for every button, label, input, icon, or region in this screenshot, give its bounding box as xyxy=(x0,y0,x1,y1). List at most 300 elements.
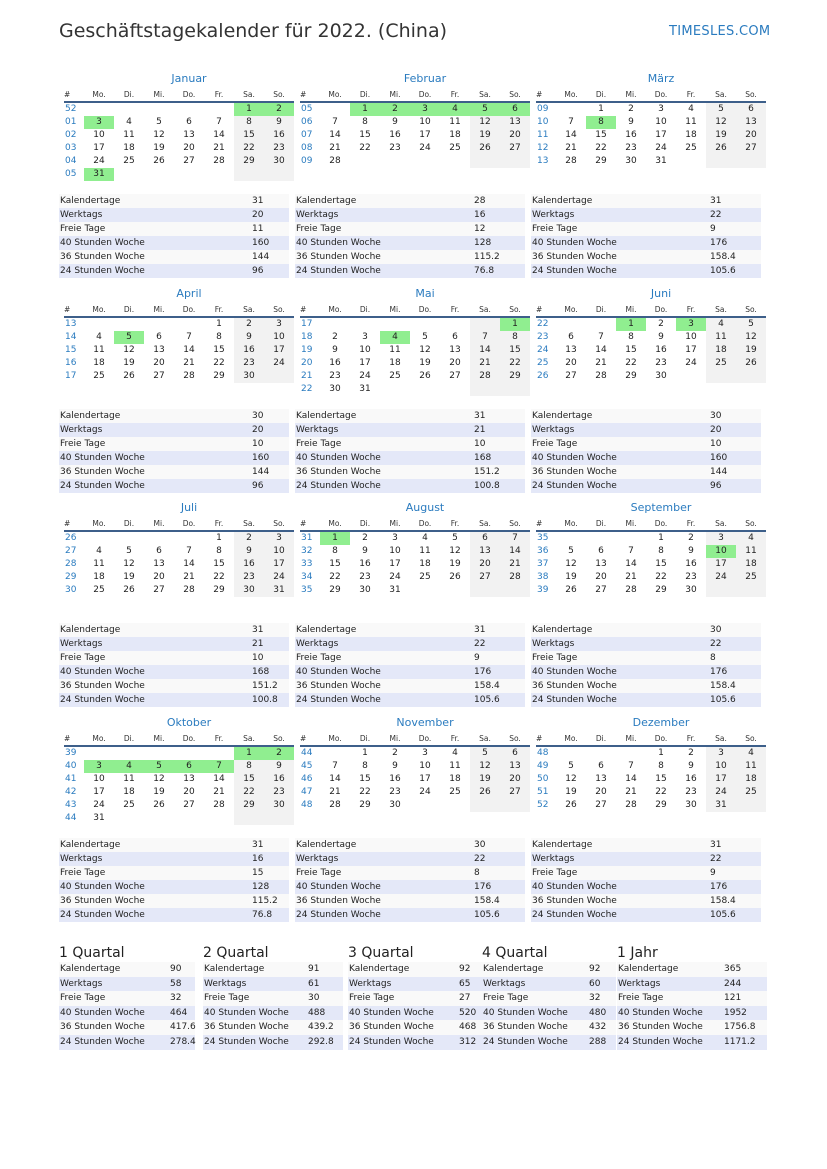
weekday-header: Mi. xyxy=(616,517,646,531)
weekday-header: So. xyxy=(264,303,294,317)
day-cell: 6 xyxy=(736,102,766,116)
week-row xyxy=(300,786,530,799)
weekday-header: Sa. xyxy=(706,88,736,102)
day-cell: 12 xyxy=(123,345,135,355)
day-cell xyxy=(320,746,350,760)
week-number: 32 xyxy=(301,546,313,556)
day-cell: 19 xyxy=(706,129,736,142)
summary-label: Kalendertage xyxy=(59,962,169,977)
month-stats xyxy=(295,838,525,922)
stat-label: 40 Stunden Woche xyxy=(59,451,251,465)
stat-row xyxy=(59,894,289,908)
stat-row xyxy=(531,409,761,423)
day-cell: 29 xyxy=(655,800,667,810)
day-cell: 22 xyxy=(655,572,667,582)
month-calendar xyxy=(64,501,294,597)
day-cell: 5 xyxy=(126,546,132,556)
week-number: 22 xyxy=(301,384,313,394)
day-cell: 28 xyxy=(183,371,195,381)
day-cell: 27 xyxy=(595,585,607,595)
stat-row xyxy=(531,222,761,236)
stat-label: 24 Stunden Woche xyxy=(59,908,251,922)
day-cell xyxy=(84,531,114,545)
day-cell: 27 xyxy=(183,800,195,810)
week-row xyxy=(64,558,294,571)
summary-row xyxy=(617,1020,767,1035)
day-cell: 6 xyxy=(470,531,500,545)
week-number: 34 xyxy=(301,572,313,582)
summary-row xyxy=(348,1035,486,1050)
day-cell: 5 xyxy=(114,331,144,344)
stat-row xyxy=(295,479,525,493)
day-cell: 7 xyxy=(186,332,192,342)
month-table xyxy=(300,303,530,396)
day-cell: 15 xyxy=(500,344,530,357)
day-cell: 15 xyxy=(359,130,371,140)
weekday-header: Sa. xyxy=(470,88,500,102)
day-cell: 7 xyxy=(598,332,604,342)
summary-row xyxy=(348,991,486,1006)
week-number: 29 xyxy=(65,572,77,582)
day-cell: 17 xyxy=(93,143,105,153)
stat-value: 21 xyxy=(251,637,289,651)
weekday-header: So. xyxy=(264,88,294,102)
stat-label: Kalendertage xyxy=(531,838,709,852)
day-cell: 25 xyxy=(736,571,766,584)
weekday-header: Mo. xyxy=(556,732,586,746)
stat-row xyxy=(295,894,525,908)
day-cell xyxy=(500,383,530,396)
stat-label: Freie Tage xyxy=(531,651,709,665)
day-cell: 22 xyxy=(213,572,225,582)
day-cell: 1 xyxy=(350,102,380,116)
stat-value: 10 xyxy=(251,437,289,451)
week-number: 08 xyxy=(301,143,313,153)
weekday-header: Fr. xyxy=(676,88,706,102)
day-cell: 6 xyxy=(186,117,192,127)
week-row xyxy=(64,812,294,825)
day-cell: 8 xyxy=(628,332,634,342)
week-number: 51 xyxy=(537,787,549,797)
weekday-header: Di. xyxy=(586,303,616,317)
week-row xyxy=(64,142,294,155)
week-number: 48 xyxy=(301,800,313,810)
stat-value: 176 xyxy=(709,665,761,679)
week-number: 45 xyxy=(301,761,313,771)
stat-value: 151.2 xyxy=(251,679,289,693)
day-cell: 18 xyxy=(93,358,105,368)
week-row xyxy=(536,584,766,597)
weekday-header: Di. xyxy=(350,517,380,531)
day-cell xyxy=(144,168,174,181)
stat-row xyxy=(295,250,525,264)
day-cell: 17 xyxy=(685,345,697,355)
stat-row xyxy=(59,908,289,922)
month-calendar xyxy=(536,72,766,168)
weekday-header: Do. xyxy=(174,88,204,102)
summary-title: 1 Jahr xyxy=(617,945,658,961)
summary-label: Werktags xyxy=(59,977,169,992)
month-table xyxy=(536,732,766,812)
day-cell: 25 xyxy=(736,786,766,799)
weekday-header: Mi. xyxy=(380,732,410,746)
stat-label: Werktags xyxy=(59,423,251,437)
stat-row xyxy=(531,908,761,922)
weekday-header: Mo. xyxy=(320,517,350,531)
day-cell: 29 xyxy=(329,585,341,595)
week-row xyxy=(64,786,294,799)
day-cell: 19 xyxy=(419,358,431,368)
day-cell: 11 xyxy=(419,546,431,556)
day-cell xyxy=(174,812,204,825)
day-cell: 13 xyxy=(183,774,195,784)
summary-table xyxy=(482,962,616,1050)
weekday-header: Sa. xyxy=(234,732,264,746)
stat-label: Freie Tage xyxy=(531,866,709,880)
day-cell: 10 xyxy=(419,761,431,771)
week-row xyxy=(536,799,766,812)
day-cell: 28 xyxy=(625,800,637,810)
week-row xyxy=(536,344,766,357)
week-row xyxy=(300,760,530,773)
day-cell: 8 xyxy=(362,117,368,127)
day-cell xyxy=(706,370,736,383)
month-name: April xyxy=(176,287,202,300)
month-stats xyxy=(531,194,761,278)
day-cell: 9 xyxy=(332,345,338,355)
day-cell: 3 xyxy=(410,102,440,116)
summary-row xyxy=(348,977,486,992)
weekday-header: So. xyxy=(500,732,530,746)
day-cell: 2 xyxy=(392,748,398,758)
day-cell: 29 xyxy=(655,585,667,595)
day-cell: 1 xyxy=(616,317,646,331)
day-cell: 30 xyxy=(685,800,697,810)
stat-value: 105.6 xyxy=(709,264,761,278)
day-cell: 7 xyxy=(500,531,530,545)
day-cell: 31 xyxy=(93,813,105,823)
stat-label: Werktags xyxy=(531,423,709,437)
day-cell: 14 xyxy=(595,345,607,355)
summary-row xyxy=(203,1020,343,1035)
week-number: 42 xyxy=(65,787,77,797)
stat-row xyxy=(531,250,761,264)
day-cell: 6 xyxy=(156,546,162,556)
brand-link[interactable]: TIMESLES.COM xyxy=(669,24,771,39)
stat-value: 28 xyxy=(473,194,525,208)
day-cell: 11 xyxy=(123,130,135,140)
day-cell: 9 xyxy=(264,760,294,773)
day-cell: 3 xyxy=(362,332,368,342)
month-name: Februar xyxy=(403,72,447,85)
week-row xyxy=(64,168,294,181)
weekday-header: So. xyxy=(500,517,530,531)
day-cell: 3 xyxy=(264,317,294,331)
day-cell: 26 xyxy=(123,585,135,595)
day-cell: 10 xyxy=(419,117,431,127)
summary-value: 365 xyxy=(723,962,767,977)
weekday-header: Sa. xyxy=(470,517,500,531)
week-number: 27 xyxy=(65,546,77,556)
day-cell: 12 xyxy=(153,774,165,784)
day-cell: 23 xyxy=(685,787,697,797)
weekday-header: Mi. xyxy=(380,88,410,102)
week-row xyxy=(300,370,530,383)
summary-label: Freie Tage xyxy=(203,991,307,1006)
stat-row xyxy=(59,852,289,866)
month-name: März xyxy=(647,72,675,85)
day-cell: 23 xyxy=(655,358,667,368)
day-cell: 21 xyxy=(500,558,530,571)
weekday-header: Sa. xyxy=(706,517,736,531)
stat-row xyxy=(295,852,525,866)
day-cell xyxy=(264,370,294,383)
day-cell: 5 xyxy=(470,102,500,116)
stat-label: 24 Stunden Woche xyxy=(295,693,473,707)
week-number: 47 xyxy=(301,787,313,797)
day-cell: 13 xyxy=(736,116,766,129)
day-cell: 7 xyxy=(332,117,338,127)
day-cell: 8 xyxy=(658,546,664,556)
day-cell: 16 xyxy=(685,774,697,784)
day-cell xyxy=(204,102,234,116)
stat-label: Werktags xyxy=(531,852,709,866)
stat-label: 36 Stunden Woche xyxy=(59,250,251,264)
day-cell: 1 xyxy=(598,104,604,114)
day-cell: 21 xyxy=(625,572,637,582)
weekday-header: Mo. xyxy=(320,303,350,317)
day-cell: 19 xyxy=(736,344,766,357)
month-table xyxy=(536,303,766,383)
day-cell: 24 xyxy=(93,156,105,166)
day-cell: 10 xyxy=(706,760,736,773)
stat-label: 24 Stunden Woche xyxy=(59,479,251,493)
stat-row xyxy=(59,451,289,465)
summary-block xyxy=(482,944,616,1050)
week-number: 52 xyxy=(537,800,549,810)
day-cell: 2 xyxy=(264,746,294,760)
day-cell: 2 xyxy=(234,317,264,331)
day-cell xyxy=(234,168,264,181)
day-cell: 11 xyxy=(93,345,105,355)
weekday-header: Sa. xyxy=(234,88,264,102)
weekday-header: So. xyxy=(264,517,294,531)
day-cell: 7 xyxy=(628,546,634,556)
stat-value: 158.4 xyxy=(709,894,761,908)
stat-value: 20 xyxy=(251,423,289,437)
stat-value: 31 xyxy=(473,623,525,637)
summary-value: 121 xyxy=(723,991,767,1006)
summary-value: 1171.2 xyxy=(723,1035,767,1050)
weekday-header: Fr. xyxy=(440,88,470,102)
day-cell: 22 xyxy=(359,143,371,153)
week-row xyxy=(300,331,530,344)
day-cell: 16 xyxy=(359,559,371,569)
week-number: 49 xyxy=(537,761,549,771)
day-cell: 28 xyxy=(329,156,341,166)
summary-row xyxy=(348,1006,486,1021)
day-cell: 10 xyxy=(264,545,294,558)
day-cell xyxy=(586,531,616,545)
week-number: 52 xyxy=(65,104,77,114)
day-cell: 4 xyxy=(440,102,470,116)
day-cell: 19 xyxy=(123,572,135,582)
day-cell xyxy=(114,812,144,825)
week-row xyxy=(536,155,766,168)
day-cell: 4 xyxy=(380,331,410,344)
day-cell xyxy=(380,383,410,396)
day-cell: 20 xyxy=(183,787,195,797)
stat-value: 176 xyxy=(709,880,761,894)
week-number: 05 xyxy=(301,104,313,114)
day-cell: 7 xyxy=(186,546,192,556)
stat-row xyxy=(531,479,761,493)
day-cell: 22 xyxy=(655,787,667,797)
day-cell: 17 xyxy=(706,558,736,571)
summary-label: Werktags xyxy=(348,977,458,992)
day-cell: 12 xyxy=(565,559,577,569)
stat-value: 30 xyxy=(251,409,289,423)
week-number: 13 xyxy=(537,156,549,166)
summary-row xyxy=(203,962,343,977)
stat-row xyxy=(295,264,525,278)
stat-row xyxy=(295,665,525,679)
day-cell xyxy=(204,168,234,181)
summary-row xyxy=(482,962,616,977)
summary-value: 288 xyxy=(588,1035,616,1050)
stat-label: 24 Stunden Woche xyxy=(531,908,709,922)
summary-label: Freie Tage xyxy=(348,991,458,1006)
day-cell: 11 xyxy=(685,117,697,127)
day-cell xyxy=(556,746,586,760)
day-cell: 16 xyxy=(264,129,294,142)
weekday-header: # xyxy=(64,88,84,102)
month-stats xyxy=(59,838,289,922)
week-row xyxy=(300,558,530,571)
day-cell: 18 xyxy=(419,559,431,569)
week-row xyxy=(64,357,294,370)
stat-row xyxy=(531,866,761,880)
stat-row xyxy=(531,838,761,852)
day-cell xyxy=(114,531,144,545)
day-cell: 25 xyxy=(419,572,431,582)
day-cell: 20 xyxy=(736,129,766,142)
day-cell: 17 xyxy=(655,130,667,140)
day-cell: 24 xyxy=(264,571,294,584)
day-cell: 9 xyxy=(234,545,264,558)
month-stats xyxy=(59,194,289,278)
stat-label: Werktags xyxy=(59,637,251,651)
day-cell xyxy=(440,317,470,331)
weekday-header: Do. xyxy=(410,517,440,531)
week-number: 43 xyxy=(65,800,77,810)
weekday-header: Do. xyxy=(174,303,204,317)
stat-value: 31 xyxy=(473,409,525,423)
week-row xyxy=(300,129,530,142)
stat-value: 144 xyxy=(251,250,289,264)
week-number: 26 xyxy=(65,533,77,543)
stat-value: 128 xyxy=(251,880,289,894)
day-cell: 28 xyxy=(213,156,225,166)
stat-row xyxy=(59,637,289,651)
day-cell xyxy=(174,168,204,181)
day-cell: 24 xyxy=(706,786,736,799)
summary-block xyxy=(617,944,767,1050)
week-row xyxy=(536,760,766,773)
week-number: 30 xyxy=(65,585,77,595)
day-cell: 12 xyxy=(419,345,431,355)
stat-label: 40 Stunden Woche xyxy=(531,236,709,250)
month-name: September xyxy=(630,501,692,514)
stat-row xyxy=(531,451,761,465)
day-cell: 15 xyxy=(625,345,637,355)
stat-row xyxy=(59,250,289,264)
summary-label: Kalendertage xyxy=(348,962,458,977)
stat-row xyxy=(59,651,289,665)
stat-row xyxy=(59,479,289,493)
day-cell xyxy=(736,370,766,383)
summary-value: 32 xyxy=(169,991,195,1006)
week-number: 50 xyxy=(537,774,549,784)
weekday-header: Mo. xyxy=(320,88,350,102)
week-number: 15 xyxy=(65,345,77,355)
week-number: 40 xyxy=(65,761,77,771)
day-cell: 5 xyxy=(470,746,500,760)
stat-label: 36 Stunden Woche xyxy=(59,679,251,693)
day-cell: 31 xyxy=(84,168,114,181)
day-cell: 17 xyxy=(93,787,105,797)
day-cell: 6 xyxy=(568,332,574,342)
stat-value: 128 xyxy=(473,236,525,250)
day-cell: 22 xyxy=(595,143,607,153)
summary-row xyxy=(59,991,195,1006)
day-cell xyxy=(736,155,766,168)
summary-label: 24 Stunden Woche xyxy=(59,1035,169,1050)
week-number: 25 xyxy=(537,358,549,368)
stat-row xyxy=(531,637,761,651)
day-cell: 26 xyxy=(565,800,577,810)
day-cell xyxy=(556,317,586,331)
stat-value: 12 xyxy=(473,222,525,236)
summary-label: Werktags xyxy=(482,977,588,992)
summary-label: 36 Stunden Woche xyxy=(617,1020,723,1035)
day-cell: 26 xyxy=(419,371,431,381)
weekday-header: Di. xyxy=(350,732,380,746)
day-cell xyxy=(84,317,114,331)
day-cell: 27 xyxy=(595,800,607,810)
summary-value: 32 xyxy=(588,991,616,1006)
day-cell: 14 xyxy=(625,559,637,569)
week-number: 17 xyxy=(65,371,77,381)
day-cell: 21 xyxy=(595,358,607,368)
month-stats xyxy=(531,838,761,922)
day-cell xyxy=(410,584,440,597)
week-number: 04 xyxy=(65,156,77,166)
day-cell xyxy=(470,799,500,812)
day-cell: 19 xyxy=(153,143,165,153)
weekday-header: Di. xyxy=(586,732,616,746)
day-cell xyxy=(470,155,500,168)
day-cell: 14 xyxy=(500,545,530,558)
stat-label: 36 Stunden Woche xyxy=(59,465,251,479)
stat-value: 144 xyxy=(251,465,289,479)
summary-table xyxy=(203,962,343,1050)
month-stats xyxy=(295,623,525,707)
week-row xyxy=(536,317,766,331)
weekday-header: # xyxy=(536,303,556,317)
summary-title: 3 Quartal xyxy=(348,945,414,961)
day-cell xyxy=(616,746,646,760)
